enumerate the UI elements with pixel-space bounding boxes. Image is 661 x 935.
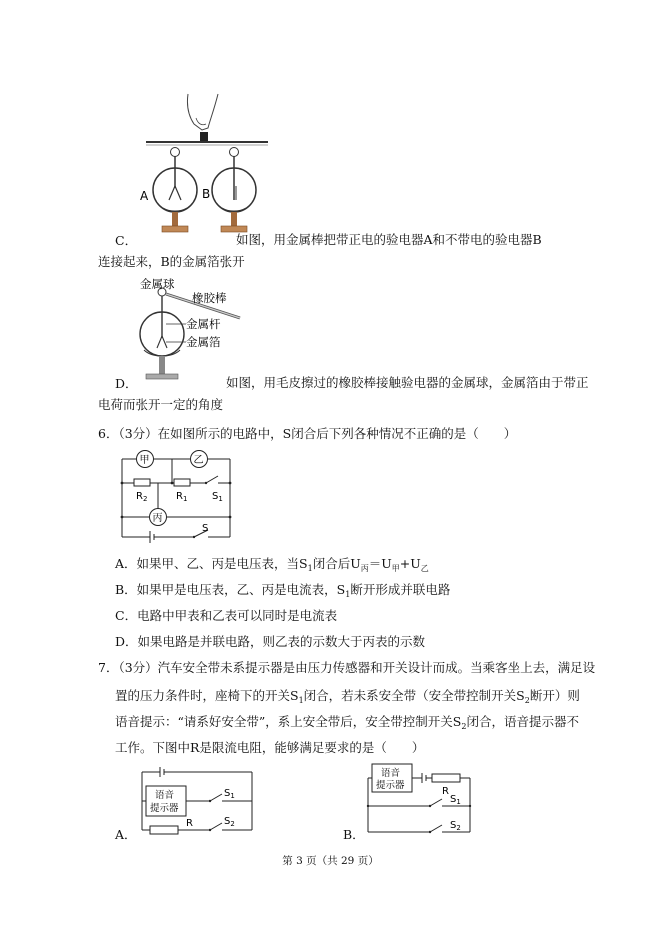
s1-label: S <box>450 794 457 805</box>
s1-sub: 1 <box>230 792 235 800</box>
q7-option-b-letter: B． <box>343 827 365 842</box>
option-c-letter: C． <box>115 233 138 248</box>
label-r1-sub: 1 <box>182 495 188 503</box>
q7-circuit-b <box>364 760 476 836</box>
label-r2: R <box>136 491 143 502</box>
s2-sub: 2 <box>456 824 461 832</box>
q6-option-b: B．如果甲是电压表，乙、丙是电流表，$S_1$断开形成并联电路 <box>115 582 451 599</box>
electroscope-ab-figure <box>140 90 275 242</box>
label-r2-sub: 2 <box>142 495 148 503</box>
box-line1: 语音 <box>381 768 401 779</box>
meter-jia: 甲 <box>139 455 150 466</box>
q7-line3: 语音提示：“请系好安全带”，系上安全带后，安全带控制开关$S_2$闭合，语音提示器不 <box>115 714 579 731</box>
q6-stem: 6．（3分）在如图所示的电路中，S闭合后下列各种情况不正确的是（ ） <box>98 426 517 441</box>
q6-circuit-diagram <box>112 445 240 545</box>
svg-text:S2 <box>224 816 235 828</box>
label-s1: S <box>212 491 219 502</box>
svg-text:S2 <box>450 820 461 832</box>
s1-sub: 1 <box>456 798 461 806</box>
svg-text:S1 <box>450 794 461 806</box>
label-r1: R <box>176 491 183 502</box>
q7-option-a-letter: A． <box>115 827 137 842</box>
box-line2: 提示器 <box>150 803 179 814</box>
q7-line1: 7．（3分）汽车安全带未系提示器是由压力传感器和开关设计而成。当乘客坐上去，满足设 <box>98 660 596 675</box>
q6-option-c: C．电路中甲表和乙表可以同时是电流表 <box>115 608 338 623</box>
svg-text:R2 <box>136 491 147 503</box>
label-s: S <box>202 523 209 534</box>
svg-text:R1 <box>176 491 187 503</box>
s2-label: S <box>450 820 457 831</box>
q6-option-a: A．如果甲、乙、丙是电压表，当$S_1$闭合后$U_丙=U_甲+U_乙$ <box>115 556 429 573</box>
svg-text:S1 <box>212 491 223 503</box>
label-foil: 金属箔 <box>186 335 221 349</box>
label-a: A <box>140 189 149 203</box>
electroscope-labeled-figure <box>130 278 250 384</box>
s2-label: S <box>224 816 231 827</box>
q7-circuit-a <box>138 764 258 836</box>
box-line1: 语音 <box>155 790 175 801</box>
q7-line2: 置的压力条件时，座椅下的开关$S_1$闭合，若未系安全带（安全带控制开关$S_2$断开）则 <box>115 688 580 705</box>
label-rod: 橡胶棒 <box>192 291 227 305</box>
option-d-text-line2: 电荷而张开一定的角度 <box>98 397 224 412</box>
option-d-letter: D． <box>115 376 138 391</box>
s2-sub: 2 <box>230 820 235 828</box>
label-ball: 金属球 <box>140 278 175 291</box>
option-c-text-line2: 连接起来，B的金属箔张开 <box>98 254 245 269</box>
page-footer: 第 3 页（共 29 页） <box>282 855 379 867</box>
option-c-text-line1: 如图，用金属棒把带正电的验电器A和不带电的验电器B <box>236 232 542 247</box>
option-d-text-line1: 如图，用毛皮擦过的橡胶棒接触验电器的金属球，金属箔由于带正 <box>226 375 589 390</box>
box-line2: 提示器 <box>376 780 405 791</box>
q7-line4: 工作。下图中R是限流电阻，能够满足要求的是（ ） <box>115 740 425 755</box>
meter-yi: 乙 <box>193 455 204 466</box>
r-label: R <box>186 818 193 829</box>
s1-label: S <box>224 788 231 799</box>
q6-option-d: D．如果电路是并联电路，则乙表的示数大于丙表的示数 <box>115 634 426 649</box>
meter-bing: 丙 <box>152 513 163 524</box>
svg-text:S1 <box>224 788 235 800</box>
label-b: B <box>202 187 211 201</box>
r-label: R <box>442 786 449 797</box>
label-bar: 金属杆 <box>186 317 221 331</box>
label-s1-sub: 1 <box>218 495 223 503</box>
